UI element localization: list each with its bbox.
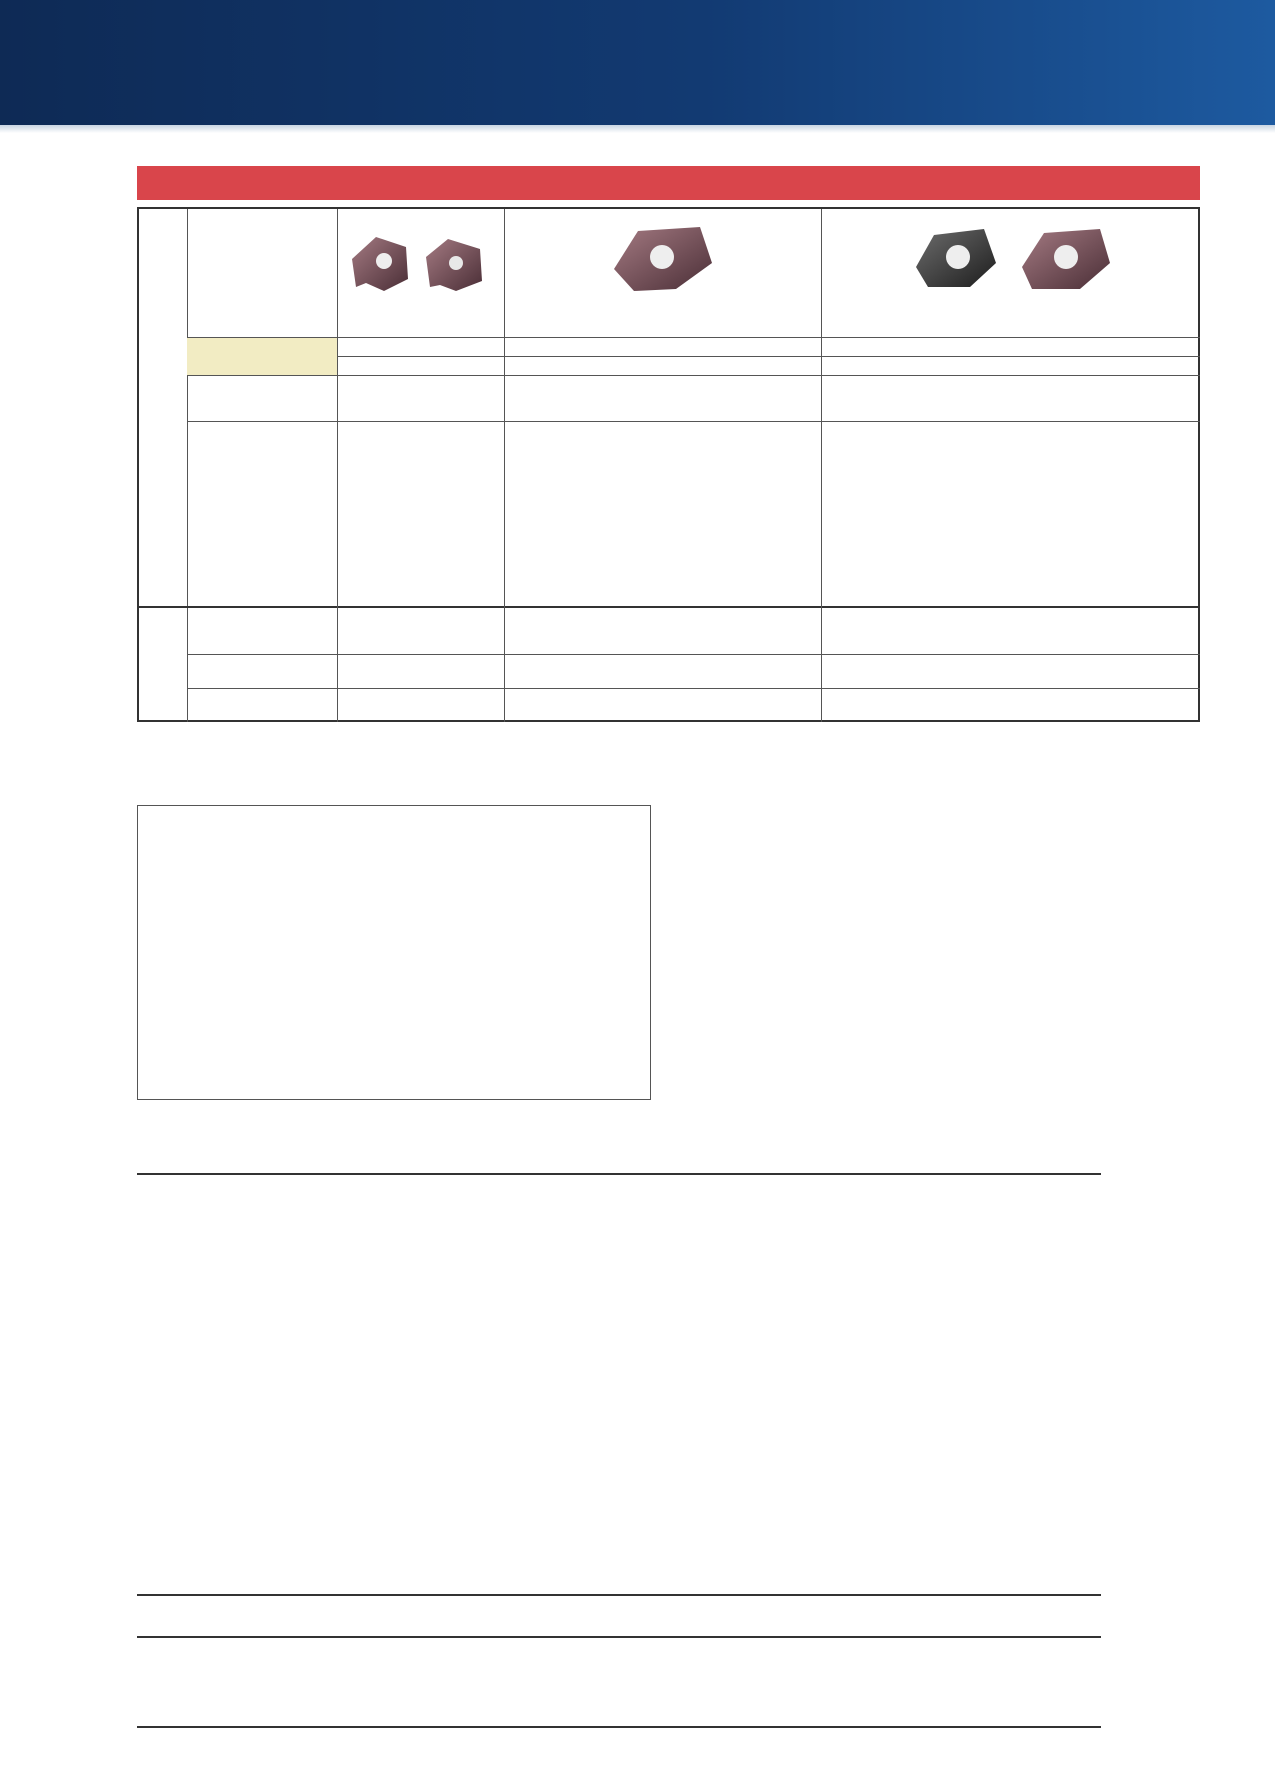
lineup-depth-chart xyxy=(287,421,1200,606)
tools-table xyxy=(137,805,651,1100)
auto-table xyxy=(137,1636,1101,1728)
tools-depth-label xyxy=(138,856,198,1026)
top-banner xyxy=(0,0,1275,125)
min-cut-label xyxy=(187,608,337,654)
ground-insert-images-2 xyxy=(904,219,1124,299)
range-chart xyxy=(712,800,1142,1130)
description-label xyxy=(187,337,337,375)
banner-divider xyxy=(0,125,1275,133)
group2-caption xyxy=(504,304,821,336)
shape-label xyxy=(187,209,337,337)
molded-insert-image xyxy=(604,219,724,299)
excellent-bar-label xyxy=(187,654,337,688)
group3-caption xyxy=(821,304,1200,336)
carbide-bar-label xyxy=(187,688,337,722)
toolholder-label xyxy=(139,606,187,722)
group1-caption xyxy=(337,304,504,336)
insert-label xyxy=(139,209,187,606)
tools-depth-chart xyxy=(198,806,650,1099)
groove-width-label xyxy=(187,375,337,421)
lineup-title-bar xyxy=(137,166,1200,200)
ground-insert-images xyxy=(344,229,494,299)
lineup-table xyxy=(137,207,1200,722)
rake-table xyxy=(137,1173,1101,1596)
